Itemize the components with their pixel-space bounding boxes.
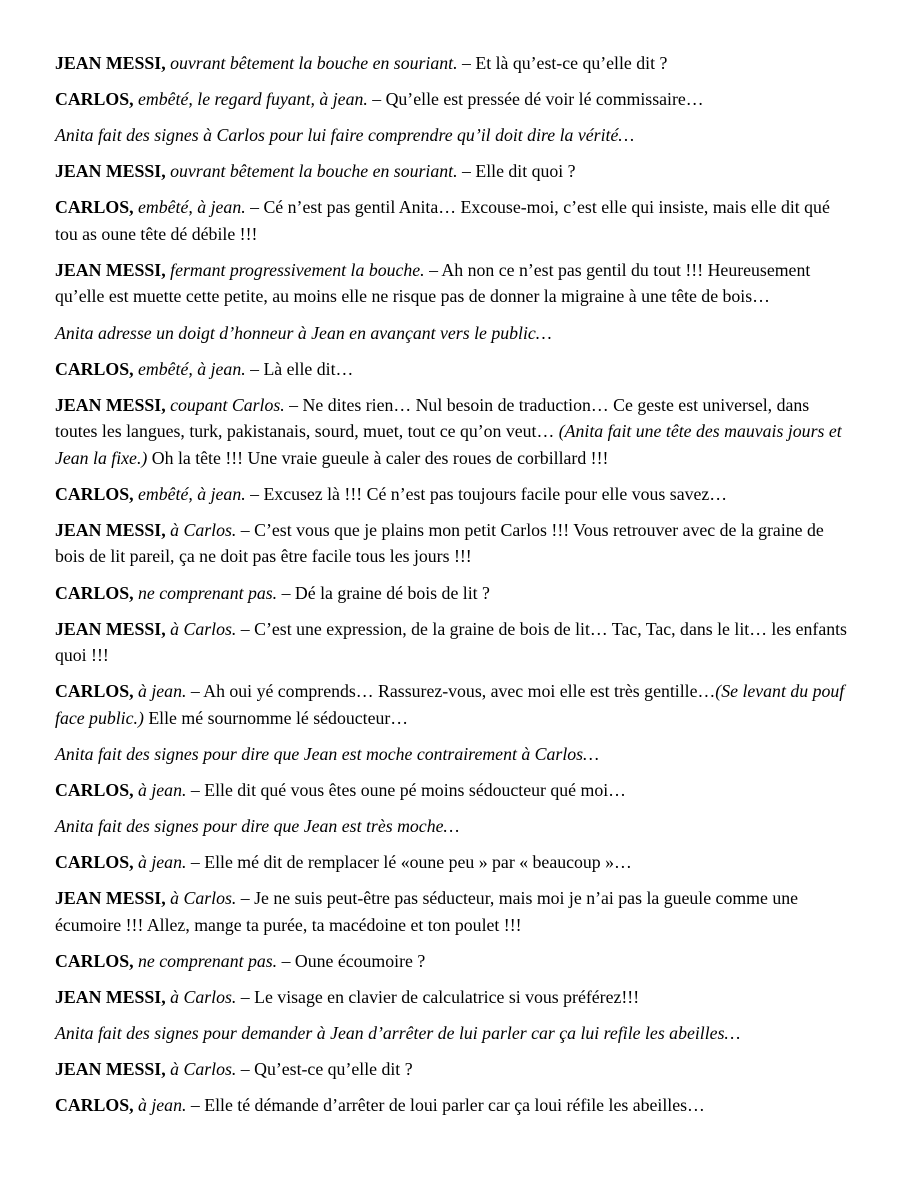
speaker-name: JEAN MESSI,: [55, 1059, 166, 1080]
stage-direction: [55, 122, 850, 149]
dialogue-text: – Ne dites rien… Nul besoin de traduction… Ce geste est universel, dans toutes les langues, turk, pakistanais, sourd, muet, tout ce qu’on veut…: [55, 394, 810, 442]
dialogue-text: – C’est vous que je plains mon petit Carlos !!! Vous retrouver avec de la graine de bois de lit pareil, ça ne doit pas être facile tous les jours !!!: [55, 519, 824, 567]
dialogue-text: – Qu’elle est pressée dé voir lé commissaire…: [367, 89, 704, 110]
dialogue-text: – Elle dit qué vous êtes oune pé moins sédoucteur qué moi…: [186, 779, 626, 800]
dialogue-text: – Elle mé dit de remplacer lé «oune peu » par « beaucoup »…: [186, 852, 632, 873]
direction-text: à Carlos.: [170, 986, 237, 1007]
dialogue-line: [55, 517, 850, 570]
speaker-name: CARLOS,: [55, 483, 134, 504]
stage-direction: [55, 741, 850, 768]
dialogue-line: [55, 86, 850, 113]
direction-text: ne comprenant pas.: [138, 950, 278, 971]
stage-direction-text: Anita fait des signes pour demander à Jean d’arrêter de lui parler car ça lui refile les abeilles…: [55, 1022, 741, 1043]
dialogue-text: – Excusez là !!! Cé n’est pas toujours facile pour elle vous savez…: [245, 483, 728, 504]
dialogue-line: [55, 158, 850, 185]
dialogue-line: [55, 678, 850, 731]
direction-text: embêté, à jean.: [138, 358, 246, 379]
dialogue-line: [55, 481, 850, 508]
speaker-name: JEAN MESSI,: [55, 394, 166, 415]
speaker-name: JEAN MESSI,: [55, 161, 166, 182]
dialogue-text: – Elle té démande d’arrêter de loui parler car ça loui réfile les abeilles…: [186, 1095, 705, 1116]
direction-text: à jean.: [138, 779, 187, 800]
stage-direction-text: Anita fait des signes à Carlos pour lui faire comprendre qu’il doit dire la vérité…: [55, 125, 635, 146]
speaker-name: JEAN MESSI,: [55, 53, 166, 73]
dialogue-line: [55, 580, 850, 607]
dialogue-line: [55, 849, 850, 876]
stage-direction: [55, 320, 850, 347]
dialogue-line: [55, 356, 850, 383]
direction-text: coupant Carlos.: [170, 394, 285, 415]
dialogue-line: [55, 392, 850, 472]
direction-text: ouvrant bêtement la bouche en souriant.: [170, 53, 458, 73]
direction-text: (Anita fait une tête des mauvais jours et Jean la fixe.): [55, 421, 842, 468]
dialogue-text: – Là elle dit…: [245, 358, 354, 379]
dialogue-text: – Elle dit quoi ?: [457, 161, 576, 182]
dialogue-line: [55, 257, 850, 310]
dialogue-text: – Cé n’est pas gentil Anita… Excouse-moi, c’est elle qui insiste, mais elle dit qué tou as oune tête dé débile !!!: [55, 197, 830, 244]
speaker-name: JEAN MESSI,: [55, 618, 166, 639]
dialogue-line: [55, 50, 850, 77]
direction-text: ouvrant bêtement la bouche en souriant.: [170, 161, 458, 182]
direction-text: à jean.: [138, 852, 187, 873]
direction-text: (Se levant du pouf face public.): [55, 681, 845, 728]
dialogue-text: Oh la tête !!! Une vraie gueule à caler des roues de corbillard !!!: [147, 447, 609, 468]
dialogue-line: [55, 194, 850, 247]
speaker-name: JEAN MESSI,: [55, 519, 166, 540]
speaker-name: CARLOS,: [55, 582, 134, 603]
dialogue-text: – Oune écoumoire ?: [277, 950, 426, 971]
direction-text: à jean.: [138, 681, 187, 702]
stage-direction: [55, 813, 850, 840]
dialogue-line: [55, 885, 850, 938]
direction-text: à Carlos.: [170, 888, 237, 909]
direction-text: embêté, le regard fuyant, à jean.: [138, 89, 368, 110]
dialogue-line: [55, 1092, 850, 1119]
dialogue-text: – Qu’est-ce qu’elle dit ?: [236, 1059, 413, 1080]
direction-text: à Carlos.: [170, 1059, 237, 1080]
dialogue-text: – C’est une expression, de la graine de bois de lit… Tac, Tac, dans le lit… les enfants quoi !!!: [55, 618, 847, 666]
speaker-name: JEAN MESSI,: [55, 259, 166, 280]
dialogue-line: [55, 1056, 850, 1083]
direction-text: à jean.: [138, 1095, 187, 1116]
direction-text: fermant progressivement la bouche.: [170, 259, 425, 280]
direction-text: embêté, à jean.: [138, 197, 246, 218]
speaker-name: CARLOS,: [55, 89, 134, 110]
direction-text: embêté, à jean.: [138, 483, 246, 504]
direction-text: à Carlos.: [170, 519, 237, 540]
speaker-name: CARLOS,: [55, 681, 134, 702]
dialogue-text: – Je ne suis peut-être pas séducteur, mais moi je n’ai pas la gueule comme une écumoire !!! Allez, mange ta purée, ta macédoine et ton poulet !!!: [55, 888, 799, 935]
dialogue-text: – Dé la graine dé bois de lit ?: [277, 582, 490, 603]
dialogue-text: – Ah oui yé comprends… Rassurez-vous, avec moi elle est très gentille…: [186, 681, 716, 702]
dialogue-text: – Le visage en clavier de calculatrice si vous préférez!!!: [236, 986, 640, 1007]
stage-direction-text: Anita fait des signes pour dire que Jean est moche contrairement à Carlos…: [55, 743, 599, 764]
dialogue-text: – Ah non ce n’est pas gentil du tout !!! Heureusement qu’elle est muette cette petite, au moins elle ne risque pas de donner la migraine à une tête de bois…: [55, 259, 811, 307]
direction-text: ne comprenant pas.: [138, 582, 278, 603]
dialogue-text: Elle mé sournomme lé sédoucteur…: [143, 707, 409, 728]
speaker-name: CARLOS,: [55, 852, 134, 873]
speaker-name: CARLOS,: [55, 358, 134, 379]
dialogue-line: [55, 777, 850, 804]
stage-direction-text: Anita adresse un doigt d’honneur à Jean en avançant vers le public…: [55, 322, 552, 343]
direction-text: à Carlos.: [170, 618, 237, 639]
speaker-name: CARLOS,: [55, 197, 134, 218]
stage-direction-text: Anita fait des signes pour dire que Jean est très moche…: [55, 816, 460, 836]
speaker-name: CARLOS,: [55, 950, 134, 971]
dialogue-line: [55, 948, 850, 975]
dialogue-text: – Et là qu’est-ce qu’elle dit ?: [457, 53, 668, 73]
speaker-name: JEAN MESSI,: [55, 888, 166, 909]
speaker-name: JEAN MESSI,: [55, 986, 166, 1007]
dialogue-line: [55, 984, 850, 1011]
dialogue-line: [55, 616, 850, 669]
speaker-name: CARLOS,: [55, 1095, 134, 1116]
speaker-name: CARLOS,: [55, 779, 134, 800]
stage-direction: [55, 1020, 850, 1047]
